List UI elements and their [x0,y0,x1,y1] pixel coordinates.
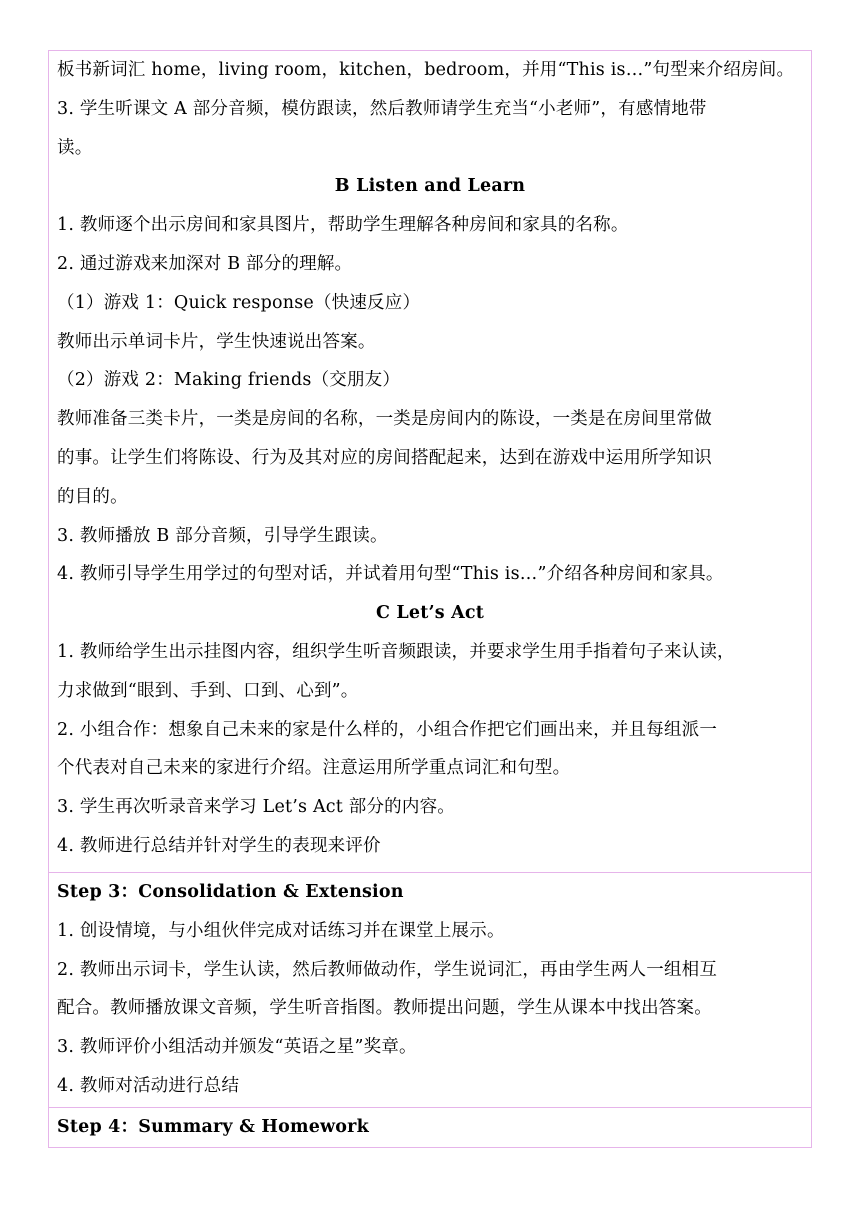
text-line: 配合。教师播放课文音频，学生听音指图。教师提出问题，学生从课本中找出答案。 [57,998,712,1019]
text-line: 教师准备三类卡片，一类是房间的名称，一类是房间内的陈设，一类是在房间里常做 [57,409,712,430]
text-line: 1. 教师逐个出示房间和家具图片，帮助学生理解各种房间和家具的名称。 [57,215,629,236]
text-line: （2）游戏 2：Making friends（交朋友） [57,370,401,391]
step3-title: Step 3：Consolidation & Extension [57,882,404,902]
text-line: 1. 创设情境，与小组伙伴完成对话练习并在课堂上展示。 [57,920,505,941]
lesson-plan-table [48,50,812,1148]
text-line: 读。 [57,137,93,158]
step3-cell [49,873,812,1108]
text-line: 的事。让学生们将陈设、行为及其对应的房间搭配起来，达到在游戏中运用所学知识 [57,447,712,468]
text-line: 3. 学生再次听录音来学习 Let’s Act 部分的内容。 [57,797,455,818]
text-line: 1. 教师给学生出示挂图内容，组织学生听音频跟读，并要求学生用手指着句子来认读， [57,641,735,662]
section-b-heading: B Listen and Learn [334,176,526,197]
text-line: 的目的。 [57,486,128,507]
text-line: 3. 教师评价小组活动并颁发“英语之星”奖章。 [57,1037,417,1058]
text-line: 板书新词汇 home，living room，kitchen，bedroom，并用“This is…”句型来介绍房间。 [57,60,795,80]
text-line: 个代表对自己未来的家进行介绍。注意运用所学重点词汇和句型。 [57,758,571,779]
step4-title: Step 4：Summary & Homework [57,1117,369,1137]
section-a-cell [49,51,812,873]
text-line: 2. 通过游戏来加深对 B 部分的理解。 [57,253,353,274]
text-line: （1）游戏 1：Quick response（快速反应） [57,292,421,313]
text-line: 4. 教师引导学生用学过的句型对话，并试着用句型“This is…”介绍各种房间和家具。 [57,564,724,585]
text-line: 2. 教师出示词卡，学生认读，然后教师做动作，学生说词汇，再由学生两人一组相互 [57,959,718,980]
text-line: 力求做到“眼到、手到、口到、心到”。 [57,680,359,701]
step4-cell [49,1108,812,1148]
text-line: 2. 小组合作：想象自己未来的家是什么样的，小组合作把它们画出来，并且每组派一 [57,719,718,740]
section-c-heading: C Let’s Act [375,603,485,624]
text-line: 4. 教师进行总结并针对学生的表现来评价 [57,835,381,856]
text-line: 3. 教师播放 B 部分音频，引导学生跟读。 [57,525,388,546]
text-line: 4. 教师对活动进行总结 [57,1075,240,1096]
text-line: 3. 学生听课文 A 部分音频，模仿跟读，然后教师请学生充当“小老师”，有感情地带 [57,98,707,119]
text-line: 教师出示单词卡片，学生快速说出答案。 [57,331,376,352]
